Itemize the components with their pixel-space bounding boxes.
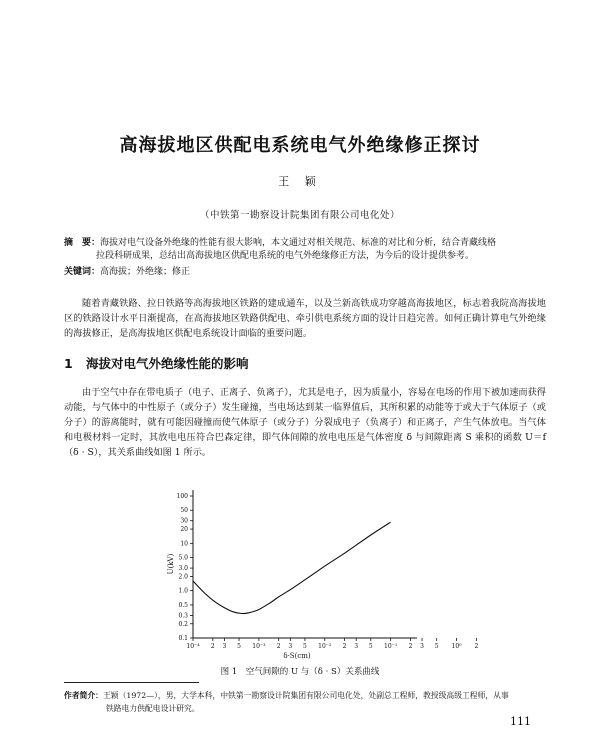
series-line (193, 522, 391, 613)
y-tick-label: 1.0 (178, 587, 188, 595)
x-tick-label: 10⁻¹ (384, 643, 398, 650)
y-tick-label: 0.5 (178, 601, 188, 609)
y-tick-label: 5.0 (178, 554, 188, 562)
footnote-label: 作者简介： (64, 691, 103, 700)
footnote-line-2: 铁路电力供配电设计研究。 (106, 704, 200, 713)
footnote (64, 689, 548, 715)
author-name: 王 颖 (278, 175, 322, 188)
section-number: 1 (64, 356, 73, 371)
x-tick-label: 3 (354, 643, 359, 650)
x-tick-label: 2 (408, 643, 413, 650)
x-tick-label: 10⁻⁴ (186, 643, 200, 650)
abstract-line-2: 拉段科研成果，总结出高海拔地区供配电系统的电气外绝缘修正方法，为今后的设计提供参考。 (96, 251, 475, 261)
y-tick-label: 3.0 (178, 565, 188, 573)
y-tick-label: 50 (180, 507, 188, 515)
author-affiliation: （中铁第一勘察设计院集团有限公司电化处） (199, 210, 400, 221)
paper-title: 高海拔地区供配电系统电气外绝缘修正探讨 (119, 135, 481, 156)
figure-caption: 图 1 空气间隙的 U 与（δ · S）关系曲线 (220, 667, 380, 677)
x-tick-label: 5 (237, 643, 241, 650)
keywords-label: 关键词： (64, 267, 101, 277)
x-tick-label: 3 (222, 643, 227, 650)
x-tick-label: 10⁻² (318, 643, 332, 650)
x-tick-label: 2 (276, 643, 281, 650)
x-tick-label: 2 (210, 643, 215, 650)
chart-layer (167, 490, 478, 660)
y-tick-label: 20 (180, 526, 188, 534)
abstract-label: 摘 要： (64, 238, 101, 248)
y-axis-label: U(kV) (167, 553, 175, 575)
section-paragraph: 由于空气中存在带电质子（电子、正离子、负离子），尤其是电子，因为质量小，容易在电场的作用下被加速而获得动能，与气体中的中性原子（或分子）发生碰撞，当电场达到某一临界值后，其所积累的动能等于或大于气体原子（或分子）的游离能时，就有可能因碰撞而使气体原子（或分子）分裂成电子（负离子）和正离子，产生气体放电。当气体和电极材料一定时，其放电电压符合巴森定律，即气体间隙的放电电压是气体密度 δ 与间隙距离 S 乘积的函数 U＝f（δ · S），其关系曲线如图 1 所示。 (64, 387, 546, 458)
x-axis-label: δ·S(cm) (283, 652, 311, 660)
keywords-text: 高海拔；外绝缘；修正 (100, 267, 191, 277)
y-tick-label: 10 (180, 540, 188, 548)
x-tick-label: 5 (434, 643, 439, 650)
abstract-line-1: 海拔对电气设备外绝缘的性能有很大影响，本文通过对相关规范、标准的对比和分析，结合青藏线格 (100, 238, 497, 248)
y-tick-label: 2.0 (178, 573, 188, 581)
x-tick-label: 10⁰ (451, 643, 462, 650)
x-tick-label: 2 (342, 643, 347, 650)
x-tick-label: 10⁻³ (252, 643, 266, 650)
footnote-rule (64, 682, 199, 683)
x-tick-label: 3 (288, 643, 293, 650)
y-tick-label: 30 (180, 517, 188, 525)
x-tick-label: 3 (420, 643, 424, 650)
x-tick-label: 5 (303, 643, 307, 650)
y-tick-label: 0.2 (178, 620, 188, 628)
x-tick-label: 5 (368, 643, 373, 650)
y-tick-label: 0.3 (178, 612, 188, 620)
intro-paragraph: 随着青藏铁路、拉日铁路等高海拔地区铁路的建成通车，以及兰新高铁成功穿越高海拔地区，标志着我院高海拔地区的铁路设计水平日渐提高，在高海拔地区铁路供配电、牵引供电系统方面的设计日趋完善。如何正确计算电气外绝缘的海拔修正，是高海拔地区供配电系统设计面临的重要问题。 (64, 298, 546, 339)
y-tick-label: 100 (176, 493, 188, 500)
y-tick-label: 0.1 (178, 635, 188, 642)
section-title: 海拔对电气外绝缘性能的影响 (86, 356, 249, 371)
footnote-line-1: 王颖（1972—），男，大学本科，中铁第一勘察设计院集团有限公司电化处，处副总工程师，教授级高级工程师，从事 (102, 691, 509, 700)
page-number: 111 (510, 715, 531, 728)
x-tick-label: 2 (474, 643, 479, 650)
